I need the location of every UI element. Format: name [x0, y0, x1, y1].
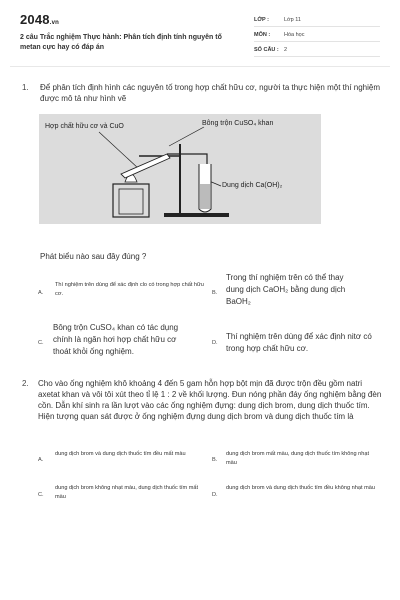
header-divider: [10, 66, 390, 67]
experiment-diagram: [39, 114, 321, 224]
option-label-a[interactable]: A.: [38, 290, 44, 296]
diagram-label-solution: Dung dịch Ca(OH)₂: [222, 182, 283, 189]
meta-key: LỚP :: [254, 17, 269, 23]
meta-key: SỐ CÂU :: [254, 47, 279, 53]
question-text: Cho vào ống nghiệm khô khoảng 4 đến 5 gam hỗn hợp bột mịn đã được trộn đều gồm natri axetat khan và vôi tôi xút theo tỉ lệ 1 : 2 về khối lượng. Đun nóng phần đáy ống nghiệm bằng đèn cồn. Dẫn khí sinh ra lần lượt vào các ống nghiệm đựng: dung dịch brom, dung dịch thuốc tím. Hiện tượng quan sát được ở ống nghiệm đựng dung dịch brom và dung dịch thuốc tím là: [38, 379, 382, 421]
question-text: Để phân tích định hình các nguyên tố trong hợp chất hữu cơ, người ta thực hiện một thí nghiệm được mô tả như hình vẽ: [40, 83, 381, 103]
option-text-d[interactable]: Thí nghiệm trên dùng để xác định nitơ có trong hợp chất hữu cơ.: [226, 332, 372, 353]
option-line: thoát khỏi ống nghiệm.: [53, 347, 134, 356]
site-logo[interactable]: [20, 12, 59, 27]
option-label-b[interactable]: B.: [212, 290, 218, 296]
option-line: Trong thí nghiệm trên có thể thay: [226, 273, 344, 282]
meta-row-subject: [254, 28, 380, 42]
option-label-a[interactable]: A.: [38, 457, 44, 463]
meta-value: Lớp 11: [284, 17, 301, 23]
diagram-label-cotton: Bông trộn CuSO₄ khan: [202, 120, 274, 127]
meta-row-class: [254, 13, 380, 27]
logo-main: 2048: [20, 12, 50, 27]
option-text-b[interactable]: [226, 272, 391, 308]
option-text-c[interactable]: dung dịch brom không nhạt màu, dung dịch thuốc tím mất màu: [55, 485, 199, 500]
meta-value: Hóa học: [284, 32, 305, 38]
option-text-a[interactable]: Thí nghiệm trên dùng để xác định clo có trong hợp chất hữu cơ.: [55, 282, 204, 297]
option-text-b[interactable]: dung dịch brom mất màu, dung dịch thuốc tím không nhạt màu: [226, 451, 370, 466]
option-text-c[interactable]: [53, 322, 208, 358]
option-label-d[interactable]: D.: [212, 340, 218, 346]
option-line: Bông trộn CuSO₄ khan có tác dụng: [53, 323, 179, 332]
option-line: dung dịch CaOH₂ bằng dung dịch: [226, 285, 346, 294]
question-number: 2.: [22, 379, 29, 388]
meta-row-count: [254, 43, 380, 57]
logo-suffix: .vn: [49, 20, 60, 26]
document-title: 2 câu Trắc nghiệm Thực hành: Phân tích định tính nguyên tố metan cực hay có đáp án: [20, 34, 222, 51]
option-label-c[interactable]: C.: [38, 492, 44, 498]
option-label-d[interactable]: D.: [212, 492, 218, 498]
option-label-c[interactable]: C.: [38, 340, 44, 346]
question-number: 1.: [22, 83, 29, 92]
option-line: BaOH₂: [226, 297, 251, 306]
option-line: chính là ngăn hơi hợp chất hữu cơ: [53, 335, 177, 344]
option-text-a[interactable]: dung dịch brom và dung dịch thuốc tím đều mất màu: [55, 451, 186, 457]
option-label-b[interactable]: B.: [212, 457, 218, 463]
meta-value: 2: [284, 47, 288, 53]
meta-key: MÔN :: [254, 32, 271, 38]
solution-fill: [200, 184, 210, 209]
stand-base: [164, 213, 229, 217]
option-text-d[interactable]: dung dịch brom và dung dịch thuốc tím đều không nhạt màu: [226, 485, 375, 491]
diagram-label-left: Hợp chất hữu cơ và CuO: [45, 123, 124, 130]
question-prompt: Phát biểu nào sau đây đúng ?: [40, 252, 147, 261]
